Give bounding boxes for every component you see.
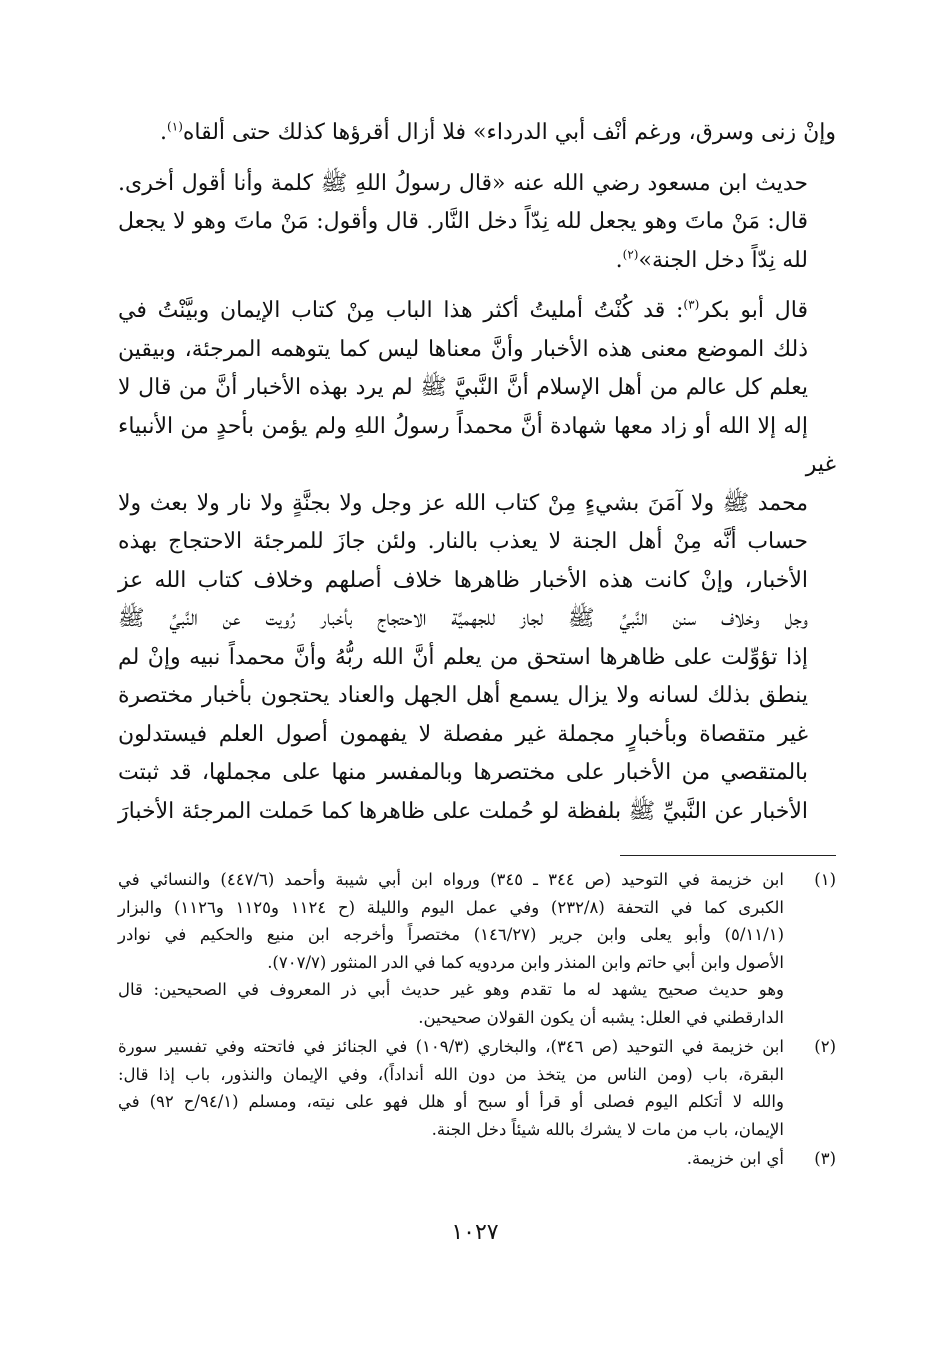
text-line: الأخبار عن النَّبيِّ ﷺ بلفظة لو حُملت على ظاهرها كما حَملت المرجئة الأخبارَ [118,798,808,824]
footnote-text [118,866,784,1031]
text-line: إله إلا الله أو زاد معها شهادة أنَّ محمداً رسولُ اللهِ ولم يؤمن بأحدٍ من الأنبياء غير [118,413,836,477]
footnote-ref[interactable]: (٢) [622,247,639,262]
text-line: يعلم كل عالم من أهل الإسلام أنَّ النَّبيَّ ﷺ لم يرد بهذه الأخبار أنَّ من قال لا [118,375,808,400]
footnote-line: والله لا أتكلم اليوم فصلى أو قرأ أو سبح أو هلل فهو على نيته، ومسلم (٩٤/١/ح ٩٢) في [118,1092,784,1111]
footnote-number: (١) [814,870,836,889]
footnote-line: (٥/١١/١) وأبو يعلى وابن جرير (١٤٦/٢٧) مختصراً وأخرجه ابن منيع والحكيم في نوادر [118,925,784,944]
text-line: لله نِدّاً دخل الجنة»$^{(٢)}$. [615,247,808,273]
text-line: وجل وخلاف سنن النَّبيِّ ﷺ لجاز للجهميَّة الاحتجاج بأخبار رُويت عن النَّبيِّ ﷺ [118,606,808,631]
text-line: محمد ﷺ ولا آمَنَ بشيءٍ مِنْ كتاب الله عز وجل ولا بجنَّةٍ ولا نار ولا بعث ولا [118,490,808,516]
main-text [118,114,836,831]
footnote-2 [118,1033,836,1143]
footnote-number: (٢) [814,1037,836,1056]
page-number: ١٠٢٧ [451,1220,499,1245]
text-line: ذلك الموضع معنى هذه الأخبار وأنَّ معناها ليس كما يتوهمه المرجئة، وبيقين [118,336,808,362]
text-line: ينطق بذلك لسانه ولا يزال يسمع أهل الجهل والعناد يحتجون بأخبار مختصرة [118,683,808,708]
footnote-text [118,1145,784,1173]
paragraph-3 [118,292,836,831]
text-line: بالمتقصي من الأخبار على مختصرها وبالمفسر منها على مجملها، قد ثبتت [118,760,808,785]
text-line: غير متقصاة وبأخبارٍ مجملة غير مفصلة لا يفهمون أصول العلم فيستدلون [118,721,808,747]
footnote-line: ابن خزيمة في التوحيد (ص ٣٤٤ ـ ٣٤٥) ورواه ابن أبي شيبة وأحمد (٤٤٧/٦) والنسائي في [118,870,784,889]
paragraph-2 [118,165,836,281]
text-line: قال أبو بكر$^{(٣)}$: قد كُنْتُ أمليتُ أكثر هذا الباب مِنْ كتاب الإيمان وبيَّنْتُ في [118,297,808,323]
footnote-ref[interactable]: (٣) [683,297,700,312]
footnote-ref[interactable]: (١) [167,119,183,134]
text-line: وإنْ زنى وسرق، ورغم أنْف أبي الدرداء» فلا أزال أقرؤها كذلك حتى ألقاه$^{(١)}$. [160,119,836,145]
footnote-line: الدارقطني في العلل: يشبه أن يكون القولان صحيحين. [418,1007,784,1027]
footnote-text [118,1033,784,1143]
text-line: حساب أنَّه مِنْ أهل الجنة لا يعذب بالنار. ولئن جازَ للمرجئة الاحتجاج بهذه [118,529,808,554]
footnote-1 [118,866,836,1031]
footnote-number: (٣) [814,1149,836,1168]
text-line: حديث ابن مسعود رضي الله عنه «قال رسولُ اللهِ ﷺ كلمة وأنا أقول أخرى. [118,170,808,196]
paragraph-1 [118,114,836,153]
footnote-line: ابن خزيمة في التوحيد (ص ٣٤٦)، والبخاري (١٠٩/٣) في الجنائز في فاتحته وفي تفسير سورة [118,1037,784,1056]
footnotes [118,866,836,1175]
footnote-divider [620,855,836,856]
footnote-line: أي ابن خزيمة. [686,1149,784,1168]
footnote-line: وهو حديث صحيح يشهد له ما تقدم وهو غير حديث أبي ذر المعروف في الصحيحين: قال [118,980,784,999]
text-line: قال: مَنْ ماتَ وهو يجعل لله نِدّاً دخل النَّار. قال وأقول: مَنْ ماتَ وهو لا يجعل [118,209,808,234]
footnote-line: الإيمان، باب من مات لا يشرك بالله شيئاً دخل الجنة. [431,1119,784,1139]
text-line: الأخبار، وإنْ كانت هذه الأخبار ظاهرها خلاف أصلهم وخلاف كتاب الله عز [118,567,808,593]
footnote-line: الأصول وابن أبي حاتم وابن المنذر وابن مردويه كما في الدر المنثور (٧٠٧/٧). [267,952,784,972]
footnote-line: الكبرى كما في التحفة (٢٣٢/٨) وفي عمل اليوم والليلة (ح ١١٢٤ و١١٢٥ و١١٢٦) والبزار [118,897,784,917]
text-line: إذا تؤوِّلت على ظاهرها استحق من يعلم أنَّ الله ربُّهُ وأنَّ محمداً نبيه وإنْ لم [118,644,808,670]
footnote-line: البقرة، باب (ومن الناس من يتخذ من دون الله أنداداً)، وفي الإيمان والنذور، باب إذا قال: [118,1064,784,1084]
footnote-3 [118,1145,836,1173]
